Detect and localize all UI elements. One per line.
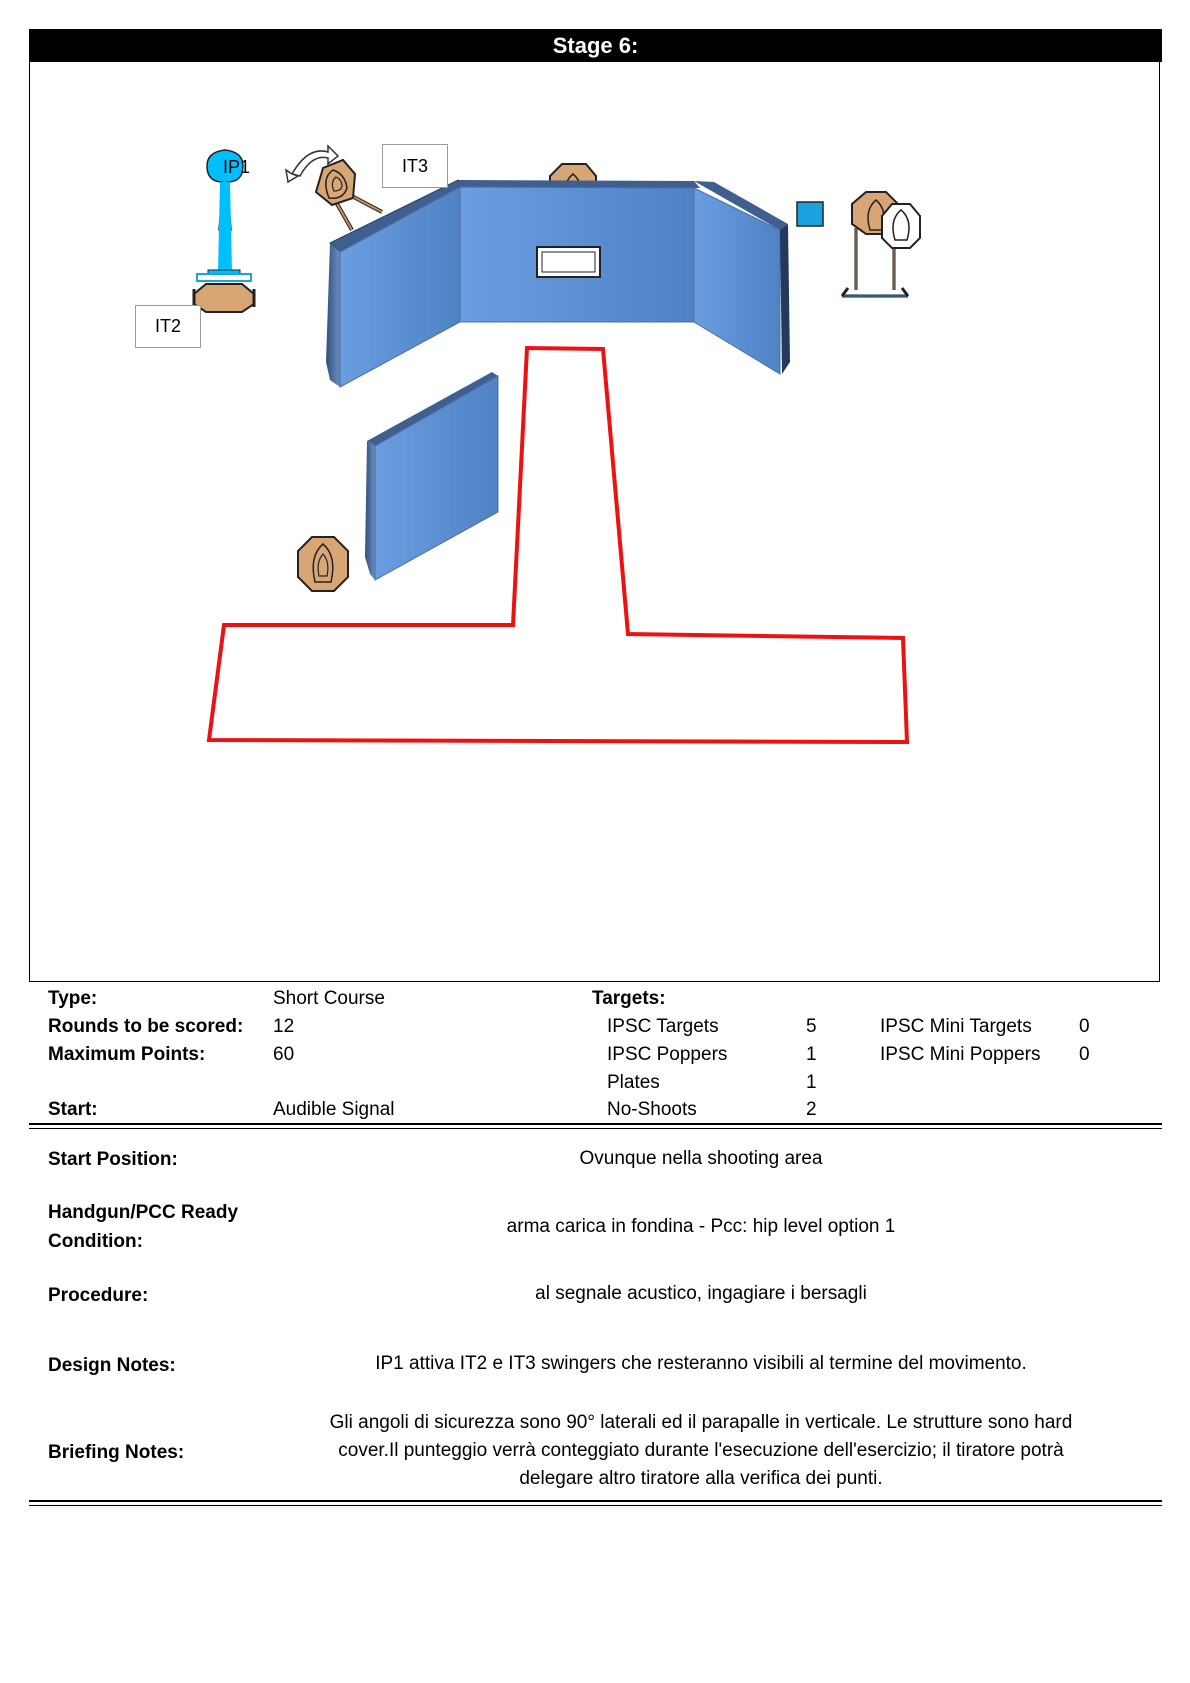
briefing-notes-line: cover.Il punteggio verrà conteggiato durante l'esecuzione dell'esercizio; il tiratore potrà [338, 1440, 1064, 1461]
divider [29, 1500, 1162, 1502]
mini-target-name: IPSC Mini Targets [880, 1016, 1032, 1037]
ready-condition-value: arma carica in fondina - Pcc: hip level option 1 [506, 1216, 896, 1237]
it3-swinger-target [316, 160, 382, 230]
design-notes-label: Design Notes: [48, 1355, 176, 1376]
stage-diagram [29, 62, 1160, 982]
wall-left-wing [326, 180, 470, 387]
design-notes-value: IP1 attiva IT2 e IT3 swingers che resteranno visibili al termine del movimento. [375, 1353, 1027, 1374]
ipsc-target-lower-left [298, 537, 348, 591]
target-count: 1 [806, 1072, 817, 1093]
max-points-label: Maximum Points: [48, 1044, 206, 1065]
divider [29, 1505, 1162, 1506]
ip1-label: IP1 [223, 157, 251, 177]
mini-target-count: 0 [1079, 1044, 1090, 1065]
target-name: Plates [607, 1072, 660, 1093]
stage-diagram-svg [30, 62, 1161, 982]
start-label: Start: [48, 1099, 98, 1120]
wall-center [460, 180, 700, 322]
ready-condition-label-line-1: Handgun/PCC Ready [48, 1202, 239, 1223]
it2-label: IT2 [135, 305, 201, 348]
stage-title: Stage 6: [552, 32, 639, 58]
max-points-value: 60 [273, 1044, 295, 1065]
rounds-value: 12 [273, 1016, 295, 1037]
wall-lower [365, 372, 498, 580]
briefing-notes-label: Briefing Notes: [48, 1442, 185, 1463]
divider [29, 1128, 1162, 1129]
stage-title-bar [29, 29, 1162, 62]
target-name: No-Shoots [607, 1099, 697, 1120]
it2-swinger-target [194, 284, 254, 312]
procedure-value: al segnale acustico, ingagiare i bersagli [535, 1283, 867, 1304]
target-count: 1 [806, 1044, 817, 1065]
start-value: Audible Signal [273, 1099, 395, 1120]
rounds-label: Rounds to be scored: [48, 1016, 244, 1037]
type-value: Short Course [273, 988, 385, 1009]
wall-right-wing [694, 181, 790, 374]
briefing-notes-line: delegare altro tiratore alla verifica dei punti. [519, 1468, 883, 1489]
start-position-value: Ovunque nella shooting area [579, 1148, 823, 1169]
procedure-label: Procedure: [48, 1285, 149, 1306]
targets-label: Targets: [592, 988, 666, 1009]
start-position-label: Start Position: [48, 1149, 178, 1170]
divider [29, 1123, 1162, 1125]
target-count: 5 [806, 1016, 817, 1037]
mini-target-name: IPSC Mini Poppers [880, 1044, 1041, 1065]
type-label: Type: [48, 988, 98, 1009]
ipsc-target-with-no-shoot [842, 192, 920, 296]
steel-plate [797, 202, 823, 226]
mini-target-count: 0 [1079, 1016, 1090, 1037]
target-name: IPSC Poppers [607, 1044, 728, 1065]
target-count: 2 [806, 1099, 817, 1120]
it3-label: IT3 [382, 144, 448, 188]
target-name: IPSC Targets [607, 1016, 719, 1037]
briefing-notes-line: Gli angoli di sicurezza sono 90° laterali ed il parapalle in verticale. Le strutture sono hard [329, 1412, 1073, 1433]
ready-condition-label-line-2: Condition: [48, 1231, 143, 1252]
